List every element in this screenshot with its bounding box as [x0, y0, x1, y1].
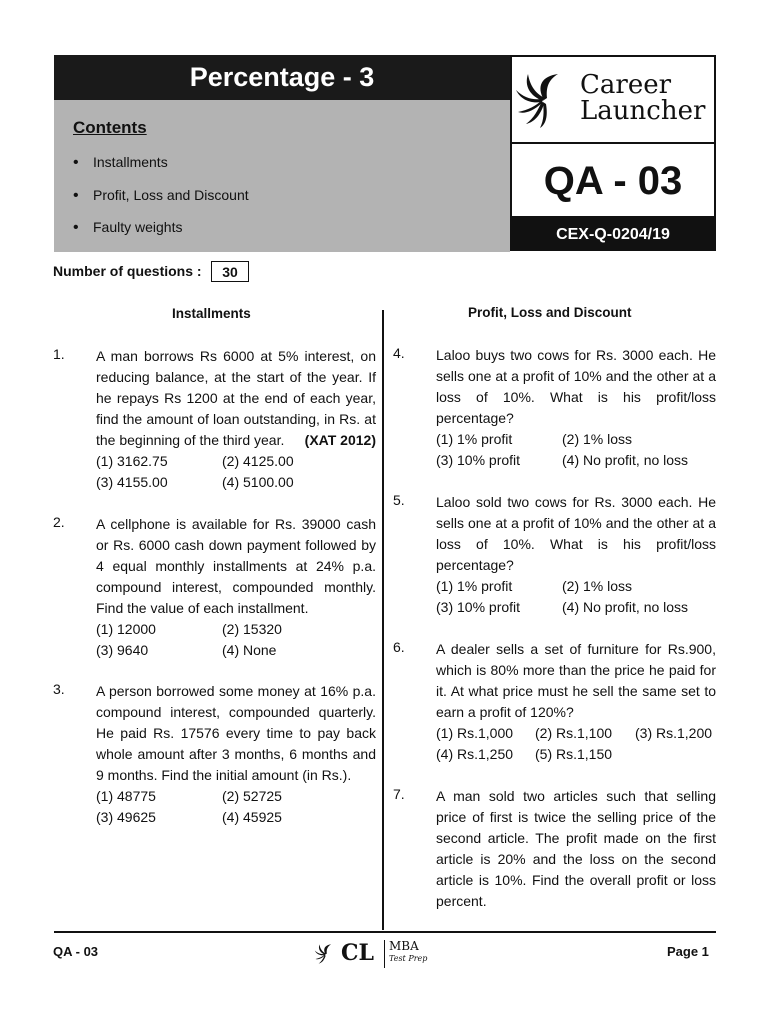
- question-number: 1.: [53, 346, 65, 362]
- logo-line-1: Career: [580, 70, 672, 100]
- option: (1) 12000: [96, 621, 156, 637]
- question-options: [96, 786, 376, 828]
- num-questions-label: Number of questions :: [53, 263, 202, 279]
- option: (4) No profit, no loss: [562, 599, 689, 615]
- question-number: 5.: [393, 492, 405, 508]
- contents-list: [73, 150, 249, 248]
- option: (2) Rs.1,100: [535, 725, 613, 741]
- footer-module-code: QA - 03: [53, 944, 99, 959]
- option: (3) 9640: [96, 642, 149, 658]
- question-text: Laloo sold two cows for Rs. 3000 each. He sells one at a profit of 10% and the other at a loss of 10%. What is his profit/loss percentage?: [436, 494, 716, 573]
- question-options: [436, 429, 716, 471]
- page-title: Percentage - 3: [54, 55, 510, 100]
- footer-rule: [54, 931, 716, 933]
- section-heading-installments: Installments: [172, 306, 251, 321]
- option: (2) 52725: [222, 788, 282, 804]
- question-text: A man sold two articles such that selling price of first is twice the selling price of the second article. The profit made on the first article is 20% and the loss on the second article is 10%. Find the overall profit or loss percent.: [436, 788, 716, 909]
- option: (1) 1% profit: [436, 431, 513, 447]
- question-number: 4.: [393, 345, 405, 361]
- num-questions-value: 30: [211, 261, 249, 282]
- option: (2) 1% loss: [562, 578, 633, 594]
- option: (3) 10% profit: [436, 599, 521, 615]
- contents-heading: Contents: [73, 118, 147, 137]
- question-number: 3.: [53, 681, 65, 697]
- option: (4) No profit, no loss: [562, 452, 689, 468]
- option: (1) 48775: [96, 788, 156, 804]
- question-options: [96, 451, 376, 493]
- contents-item: • Installments: [73, 150, 249, 183]
- option: (4) None: [222, 642, 277, 658]
- contents-item: • Faulty weights: [73, 215, 249, 248]
- question-number: 6.: [393, 639, 405, 655]
- question-text: Laloo buys two cows for Rs. 3000 each. He sells one at a profit of 10% and the other at a loss of 10%. What is his profit/loss percentage?: [436, 347, 716, 426]
- option: (3) Rs.1,200: [635, 725, 713, 741]
- footer-logo-divider: [384, 940, 385, 968]
- footer-logo-sub: Test Prep: [389, 954, 428, 963]
- option: (2) 4125.00: [222, 453, 294, 469]
- question-text: A cellphone is available for Rs. 39000 cash or Rs. 6000 cash down payment followed by 4 equal monthly installments at 24% p.a. compound interest, compounded monthly. Find the value of each installment.: [96, 516, 376, 616]
- option: (1) 3162.75: [96, 453, 168, 469]
- contents-item: • Profit, Loss and Discount: [73, 183, 249, 216]
- career-launcher-wordmark: [580, 72, 705, 124]
- footer-logo-mba: MBA: [389, 939, 419, 953]
- question-options: [436, 576, 716, 618]
- option: (3) 4155.00: [96, 474, 168, 490]
- section-heading-profit-loss: Profit, Loss and Discount: [468, 305, 632, 320]
- question-options: [96, 619, 376, 661]
- option: (3) 49625: [96, 809, 156, 825]
- question-text: A dealer sells a set of furniture for Rs.900, which is 80% more than the price he paid for it. At what price must he sell the same set to earn a profit of 120%?: [436, 641, 716, 720]
- question-text: [96, 346, 376, 451]
- option: (2) 15320: [222, 621, 282, 637]
- logo-line-2: Launcher: [580, 96, 706, 126]
- question-number: 7.: [393, 786, 405, 802]
- option: (4) 5100.00: [222, 474, 294, 490]
- option: (1) 1% profit: [436, 578, 513, 594]
- cl-swirl-logo-icon: [514, 68, 576, 130]
- option: (2) 1% loss: [562, 431, 633, 447]
- question-tag: (XAT 2012): [304, 432, 376, 448]
- cl-swirl-small-icon: [314, 942, 338, 966]
- question-text: A person borrowed some money at 16% p.a. compound interest, compounded quarterly. He paid Rs. 17576 every time to pay back whole amount after 3 months, 6 months and 9 months. Find the initial amount (in Rs.).: [96, 683, 376, 783]
- option: (3) 10% profit: [436, 452, 521, 468]
- reference-code: CEX-Q-0204/19: [510, 218, 716, 251]
- footer-logo-cl: CL: [341, 940, 374, 966]
- question-number: 2.: [53, 514, 65, 530]
- option: (5) Rs.1,150: [535, 746, 613, 762]
- option: (4) Rs.1,250: [436, 746, 514, 762]
- question-options: [436, 723, 716, 765]
- module-code: QA - 03: [510, 144, 716, 218]
- footer-page-number: Page 1: [667, 944, 709, 959]
- option: (1) Rs.1,000: [436, 725, 514, 741]
- option: (4) 45925: [222, 809, 282, 825]
- question-text-body: A man borrows Rs 6000 at 5% interest, on reducing balance, at the start of the year. If he repays Rs 1200 at the end of each year, find the amount of loan outstanding, in Rs. at the beginning of the third year.: [96, 348, 376, 448]
- footer-cl-logo: [314, 938, 434, 970]
- column-divider: [382, 310, 384, 930]
